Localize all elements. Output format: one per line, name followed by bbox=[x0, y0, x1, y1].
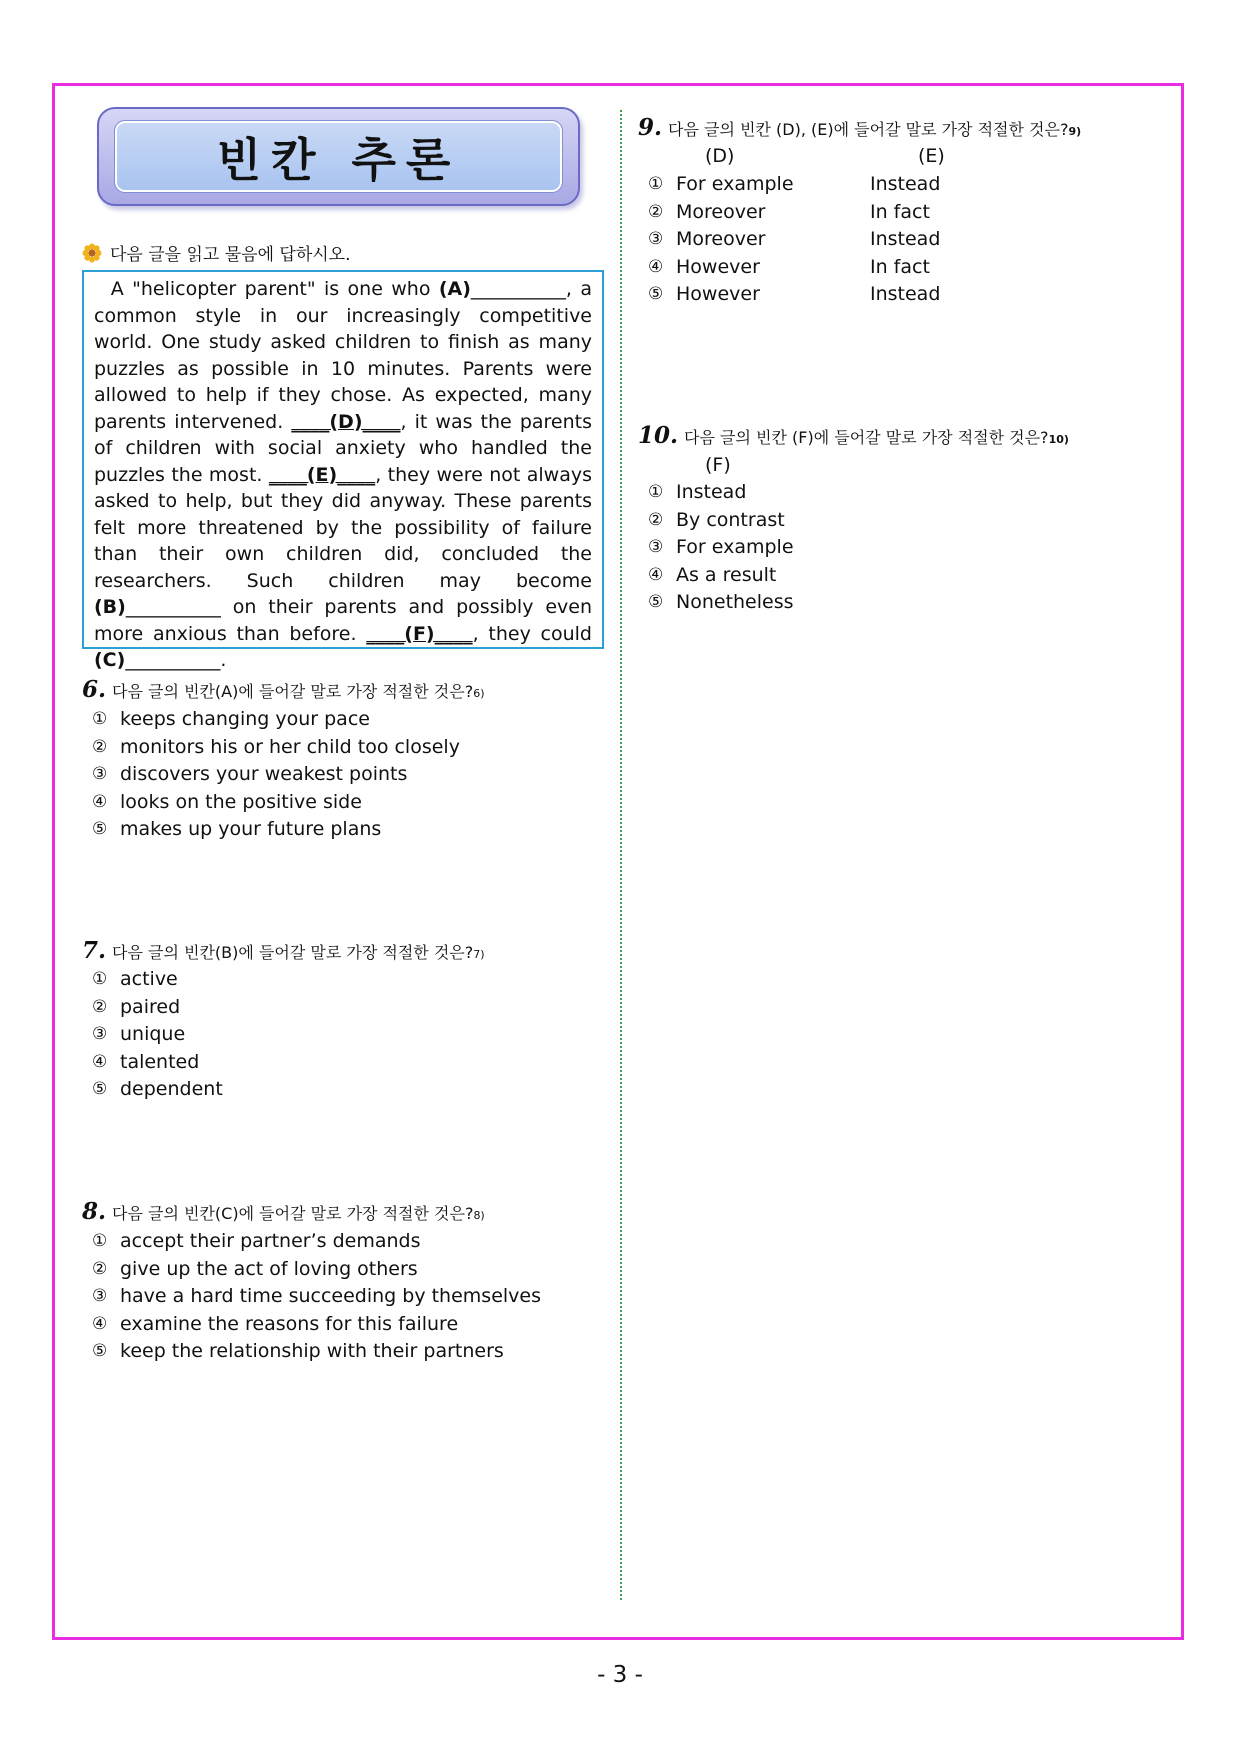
option-text: keep the relationship with their partners bbox=[120, 1340, 504, 1362]
option-text: makes up your future plans bbox=[120, 818, 382, 840]
option-e-text: Instead bbox=[870, 228, 941, 250]
option-text: By contrast bbox=[676, 508, 785, 531]
instruction-text: 다음 글을 읽고 물음에 답하시오. bbox=[110, 245, 351, 265]
option-3[interactable] bbox=[92, 1021, 223, 1049]
option-mark: ① bbox=[648, 482, 664, 502]
option-1[interactable] bbox=[92, 1228, 541, 1256]
question-text: 다음 글의 빈칸(C)에 들어갈 말로 가장 적절한 것은? bbox=[112, 1204, 474, 1223]
question-9-title bbox=[638, 114, 1081, 141]
option-4[interactable] bbox=[92, 789, 460, 817]
flower-icon bbox=[82, 243, 102, 263]
option-1[interactable] bbox=[648, 479, 794, 507]
option-mark: ② bbox=[92, 736, 108, 757]
option-mark: ④ bbox=[648, 256, 664, 277]
question-8-title bbox=[82, 1198, 485, 1225]
question-8-options bbox=[92, 1228, 541, 1366]
question-text: 다음 글의 빈칸 (F)에 들어갈 말로 가장 적절한 것은? bbox=[684, 428, 1049, 447]
option-mark: ④ bbox=[92, 1313, 108, 1334]
option-mark: ③ bbox=[92, 764, 108, 784]
blank-f: ____(F)____ bbox=[366, 622, 473, 645]
passage-text: , they could bbox=[472, 622, 592, 645]
question-number: 7. bbox=[82, 937, 107, 964]
passage-text: on their parents and possibly even more anxious than before. bbox=[94, 596, 592, 645]
option-2[interactable] bbox=[648, 507, 794, 535]
option-mark: ⑤ bbox=[92, 1341, 108, 1361]
option-3[interactable] bbox=[92, 1283, 541, 1311]
passage-text: . bbox=[220, 649, 227, 671]
question-number: 6. bbox=[82, 676, 107, 703]
option-text: examine the reasons for this failure bbox=[120, 1312, 459, 1335]
option-3[interactable] bbox=[648, 534, 794, 562]
question-number: 10. bbox=[638, 422, 679, 449]
question-number: 8. bbox=[82, 1198, 107, 1225]
option-text: talented bbox=[120, 1050, 200, 1073]
option-mark: ② bbox=[648, 509, 664, 530]
question-7-title bbox=[82, 937, 485, 964]
passage-text: , they were not always asked to help, but they did anyway. These parents felt more threatened by the possibility of failure than their own children did, concluded the researchers. Such children may become bbox=[94, 463, 592, 592]
option-mark: ② bbox=[648, 201, 664, 222]
option-text: have a hard time succeeding by themselves bbox=[120, 1285, 541, 1307]
column-header-e: (E) bbox=[918, 145, 945, 167]
option-mark: ① bbox=[648, 174, 664, 194]
option-mark: ④ bbox=[92, 791, 108, 812]
option-mark: ④ bbox=[92, 1051, 108, 1072]
option-text: dependent bbox=[120, 1078, 223, 1100]
option-d-text: However bbox=[676, 283, 760, 305]
question-7-options bbox=[92, 966, 223, 1104]
passage-text: , it was the parents of children with social anxiety who handled the puzzles the most. bbox=[94, 410, 592, 486]
option-4[interactable] bbox=[648, 562, 794, 590]
option-mark: ④ bbox=[648, 564, 664, 585]
option-text: paired bbox=[120, 995, 181, 1018]
question-9-options bbox=[648, 171, 1008, 309]
blank-b-line: __________ bbox=[125, 596, 221, 618]
option-mark: ③ bbox=[92, 1286, 108, 1306]
blank-b-label: (B) bbox=[94, 596, 126, 618]
option-text: monitors his or her child too closely bbox=[120, 735, 460, 758]
option-text: For example bbox=[676, 536, 794, 558]
blank-c-line: __________ bbox=[125, 649, 221, 671]
option-d-text: Moreover bbox=[676, 228, 766, 250]
question-number: 9. bbox=[638, 114, 663, 141]
question-ref: 8) bbox=[473, 1209, 485, 1222]
option-4[interactable] bbox=[648, 254, 1008, 282]
option-4[interactable] bbox=[92, 1311, 541, 1339]
option-text: give up the act of loving others bbox=[120, 1257, 418, 1280]
option-text: Nonetheless bbox=[676, 591, 794, 613]
option-mark: ② bbox=[92, 1258, 108, 1279]
blank-d: ____(D)____ bbox=[291, 410, 401, 433]
option-2[interactable] bbox=[648, 199, 1008, 227]
option-mark: ① bbox=[92, 1231, 108, 1251]
question-10-options bbox=[648, 479, 794, 617]
option-3[interactable] bbox=[92, 761, 460, 789]
option-text: looks on the positive side bbox=[120, 790, 362, 813]
option-2[interactable] bbox=[92, 1256, 541, 1284]
question-ref: 6) bbox=[473, 687, 485, 700]
option-4[interactable] bbox=[92, 1049, 223, 1077]
option-1[interactable] bbox=[92, 706, 460, 734]
blank-c-label: (C) bbox=[94, 649, 126, 671]
option-mark: ③ bbox=[648, 537, 664, 557]
option-5[interactable] bbox=[92, 1076, 223, 1104]
option-e-text: In fact bbox=[870, 255, 930, 278]
column-header-d: (D) bbox=[705, 145, 735, 167]
option-text: discovers your weakest points bbox=[120, 763, 408, 785]
option-mark: ⑤ bbox=[92, 819, 108, 839]
option-5[interactable] bbox=[92, 1338, 541, 1366]
blank-a-label: (A) bbox=[438, 278, 471, 300]
question-text: 다음 글의 빈칸(B)에 들어갈 말로 가장 적절한 것은? bbox=[112, 943, 474, 962]
option-5[interactable] bbox=[92, 816, 460, 844]
question-6-title bbox=[82, 676, 485, 703]
question-10-title bbox=[638, 422, 1069, 449]
option-mark: ② bbox=[92, 996, 108, 1017]
option-mark: ① bbox=[92, 709, 108, 729]
option-1[interactable] bbox=[92, 966, 223, 994]
section-title: 빈칸 추론 bbox=[216, 132, 461, 187]
option-e-text: In fact bbox=[870, 200, 930, 223]
option-2[interactable] bbox=[92, 994, 223, 1022]
option-d-text: However bbox=[676, 255, 760, 278]
blank-a-line: __________ bbox=[470, 278, 566, 300]
column-header-f: (F) bbox=[705, 454, 731, 476]
option-mark: ③ bbox=[648, 229, 664, 249]
option-5[interactable] bbox=[648, 589, 794, 617]
option-text: keeps changing your pace bbox=[120, 708, 370, 730]
option-d-text: Moreover bbox=[676, 200, 766, 223]
option-3[interactable] bbox=[648, 226, 1008, 254]
option-2[interactable] bbox=[92, 734, 460, 762]
option-text: active bbox=[120, 968, 178, 990]
option-mark: ⑤ bbox=[92, 1079, 108, 1099]
question-6-options bbox=[92, 706, 460, 844]
option-mark: ⑤ bbox=[648, 284, 664, 304]
option-e-text: Instead bbox=[870, 173, 941, 195]
passage-text: A "helicopter parent" is one who bbox=[110, 278, 439, 300]
question-ref: 10) bbox=[1048, 433, 1069, 446]
passage-instruction bbox=[82, 240, 351, 265]
question-ref: 7) bbox=[473, 948, 485, 961]
column-divider bbox=[620, 110, 622, 1600]
question-ref: 9) bbox=[1068, 125, 1082, 138]
blank-e: ____(E)____ bbox=[268, 463, 376, 486]
option-e-text: Instead bbox=[870, 283, 941, 305]
reading-passage bbox=[82, 270, 604, 671]
option-mark: ⑤ bbox=[648, 592, 664, 612]
passage-text: , a common style in our increasingly competitive world. One study asked children to finish as many puzzles as possible in 10 minutes. Parents were allowed to help if they chose. As expected, many parents intervened. bbox=[94, 278, 592, 433]
question-text: 다음 글의 빈칸 (D), (E)에 들어갈 말로 가장 적절한 것은? bbox=[668, 120, 1069, 139]
option-mark: ③ bbox=[92, 1024, 108, 1044]
option-text: As a result bbox=[676, 563, 777, 586]
section-title-inner bbox=[115, 121, 562, 192]
section-title-banner bbox=[97, 107, 580, 206]
option-1[interactable] bbox=[648, 171, 1008, 199]
question-text: 다음 글의 빈칸(A)에 들어갈 말로 가장 적절한 것은? bbox=[112, 682, 474, 701]
option-d-text: For example bbox=[676, 173, 794, 195]
option-5[interactable] bbox=[648, 281, 1008, 309]
option-text: Instead bbox=[676, 481, 747, 503]
option-mark: ① bbox=[92, 969, 108, 989]
option-text: unique bbox=[120, 1023, 186, 1045]
option-text: accept their partner’s demands bbox=[120, 1230, 421, 1252]
page-number: - 3 - bbox=[597, 1662, 643, 1688]
